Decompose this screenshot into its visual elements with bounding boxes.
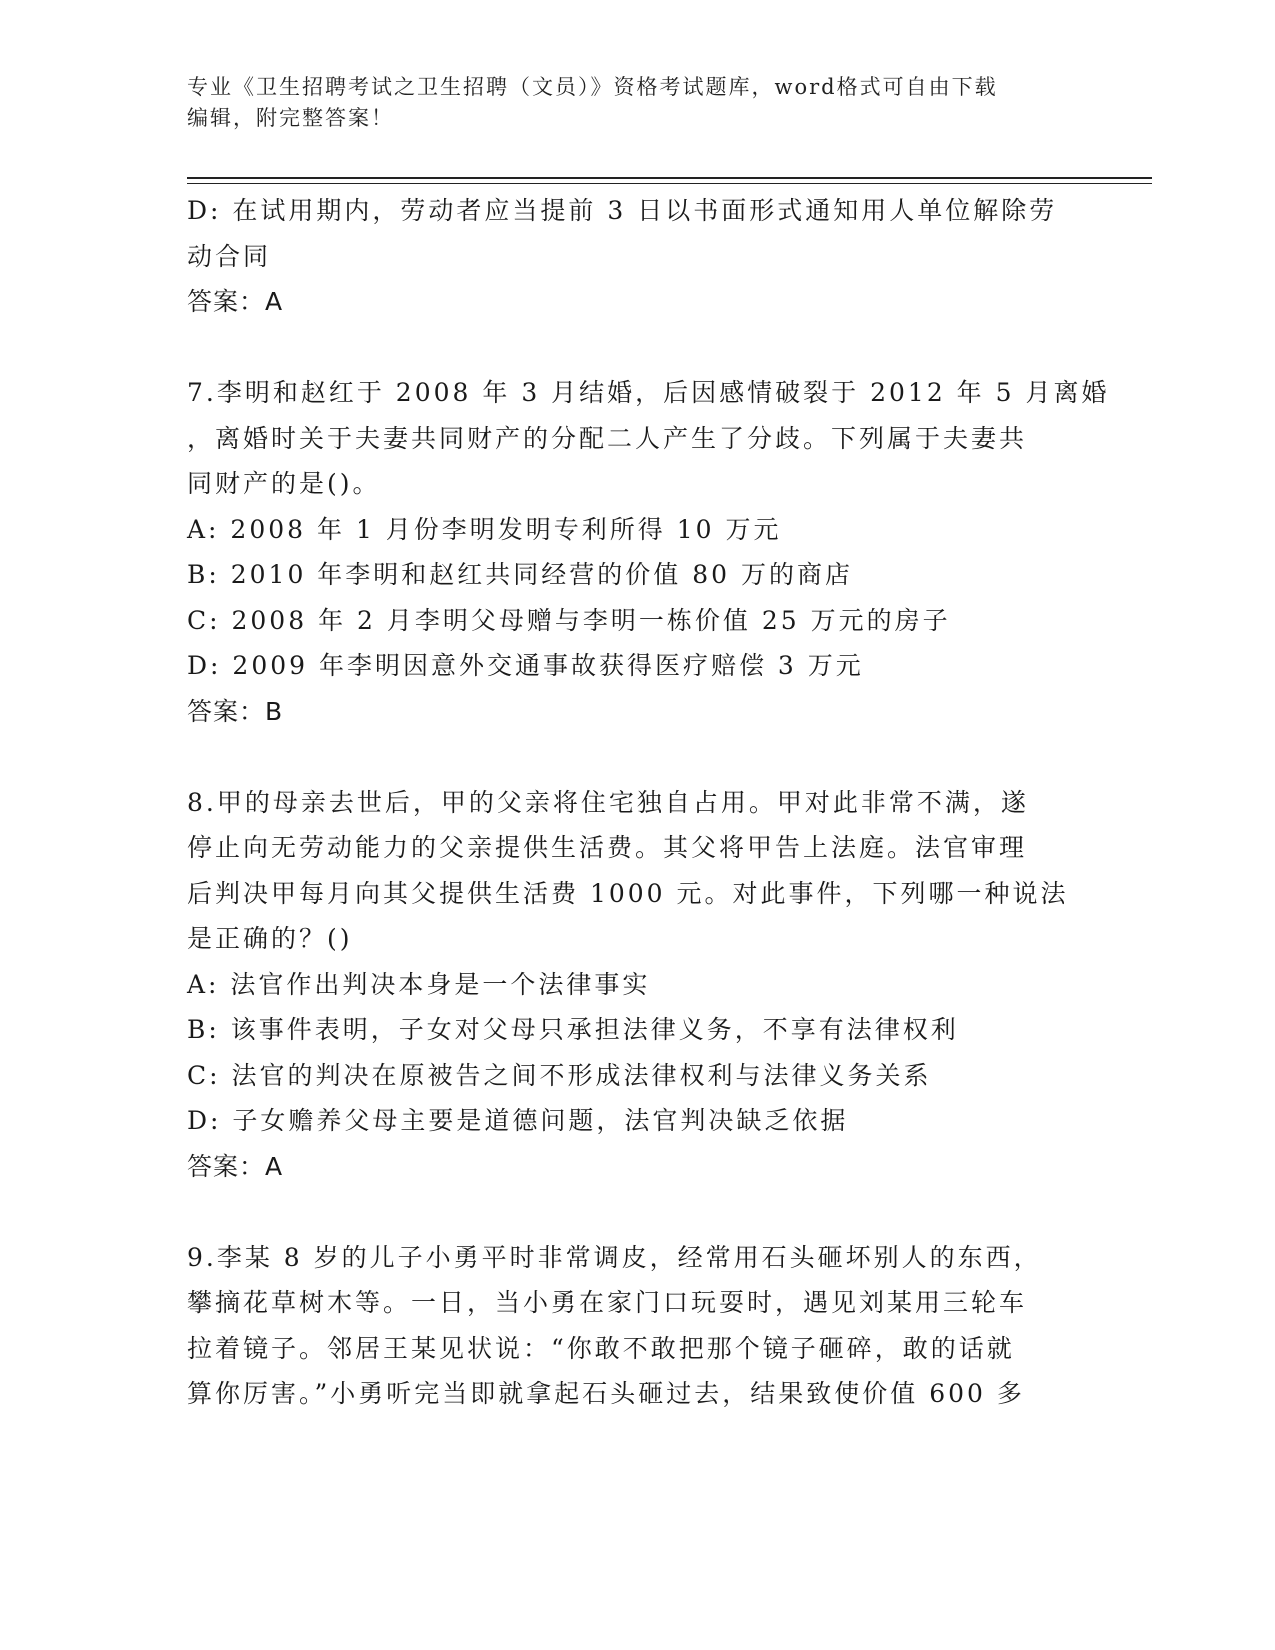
q8-stem-line3: 后判决甲每月向其父提供生活费 1000 元。对此事件，下列哪一种说法 xyxy=(187,878,1069,908)
spacer xyxy=(187,1189,1087,1235)
q7-stem-line1: 7.李明和赵红于 2008 年 3 月结婚，后因感情破裂于 2012 年 5 月离婚 xyxy=(187,378,1110,407)
q8-stem-line1: 8.甲的母亲去世后，甲的父亲将住宅独自占用。甲对此非常不满，遂 xyxy=(187,787,1029,817)
q8-option-b: B: 该事件表明，子女对父母只承担法律义务，不享有法律权利 xyxy=(187,1015,959,1044)
question-8 xyxy=(187,780,1087,1190)
q7-option-a: A: 2008 年 1 月份李明发明专利所得 10 万元 xyxy=(187,514,782,544)
q8-stem-line2: 停止向无劳动能力的父亲提供生活费。其父将甲告上法庭。法官审理 xyxy=(187,833,1028,862)
header-rule-thin xyxy=(187,183,1152,184)
spacer xyxy=(187,325,1087,371)
page-header xyxy=(187,72,1067,134)
q8-option-d: D: 子女赡养父母主要是道德问题，法官判决缺乏依据 xyxy=(187,1106,849,1135)
q6-option-d-line1: D: 在试用期内，劳动者应当提前 3 日以书面形式通知用人单位解除劳 xyxy=(187,196,1058,225)
q9-stem-line3: 拉着镜子。邻居王某见状说：“你敢不敢把那个镜子砸碎，敢的话就 xyxy=(187,1333,1015,1363)
question-7 xyxy=(187,370,1110,734)
q9-stem-line2: 攀摘花草树木等。一日，当小勇在家门口玩耍时，遇见刘某用三轮车 xyxy=(187,1288,1028,1317)
q7-answer: 答案：B xyxy=(187,696,284,726)
header-title-line1: 专业《卫生招聘考试之卫生招聘（文员）》资格考试题库，word格式可自由下载 xyxy=(187,75,998,99)
q7-option-c: C: 2008 年 2 月李明父母赠与李明一栋价值 25 万元的房子 xyxy=(187,605,951,635)
question-9 xyxy=(187,1235,1087,1417)
q8-option-a: A: 法官作出判决本身是一个法律事实 xyxy=(187,969,651,999)
q7-stem-line2: ，离婚时关于夫妻共同财产的分配二人产生了分歧。下列属于夫妻共 xyxy=(187,423,1028,453)
q6-answer: 答案：A xyxy=(187,287,284,316)
spacer xyxy=(187,734,1087,780)
q6-option-d-line2: 动合同 xyxy=(187,241,272,271)
q9-stem-line4: 算你厉害。”小勇听完当即就拿起石头砸过去，结果致使价值 600 多 xyxy=(187,1379,1025,1408)
header-title-line2: 编辑，附完整答案！ xyxy=(187,106,394,130)
header-rule-thick xyxy=(187,177,1152,179)
q7-stem-line3: 同财产的是()。 xyxy=(187,469,381,498)
question-6-tail xyxy=(187,188,1087,325)
q8-answer: 答案：A xyxy=(187,1151,284,1181)
document-body xyxy=(187,188,1110,1417)
q8-stem-line4: 是正确的？() xyxy=(187,924,353,953)
q8-option-c: C: 法官的判决在原被告之间不形成法律权利与法律义务关系 xyxy=(187,1060,932,1090)
q7-option-d: D: 2009 年李明因意外交通事故获得医疗赔偿 3 万元 xyxy=(187,651,864,680)
q7-option-b: B: 2010 年李明和赵红共同经营的价值 80 万的商店 xyxy=(187,560,854,589)
q9-stem-line1: 9.李某 8 岁的儿子小勇平时非常调皮，经常用石头砸坏别人的东西， xyxy=(187,1242,1042,1272)
